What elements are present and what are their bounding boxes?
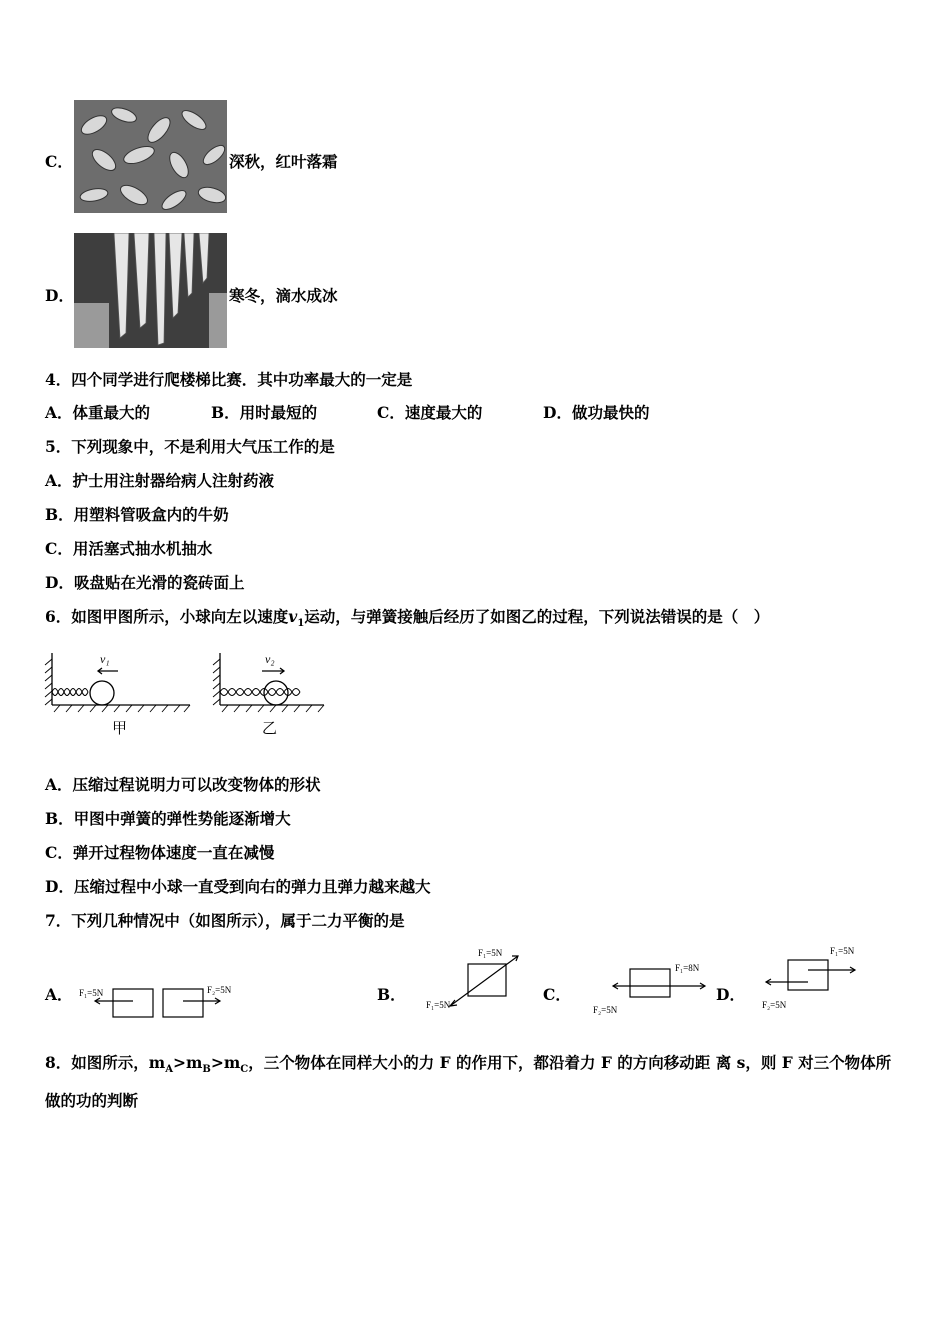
- q5-option-b: B．用塑料管吸盒内的牛奶: [45, 505, 229, 524]
- spring-ball-figure: [40, 645, 330, 740]
- fig-yi-label: 乙: [262, 719, 278, 737]
- q6-option-b: B．甲图中弹簧的弹性势能逐渐增大: [45, 809, 291, 828]
- q5-option-a: A．护士用注射器给病人注射药液: [45, 471, 275, 490]
- svg-text:F₂=5N: F₂=5N: [207, 985, 232, 995]
- q7-figure-b: [420, 940, 530, 1015]
- fig-v1-label: v₁: [100, 652, 110, 666]
- q3-option-d-label: D．: [45, 286, 74, 305]
- q4-option-a: A．体重最大的: [45, 403, 151, 422]
- svg-text:F₂=5N: F₂=5N: [762, 1000, 787, 1010]
- q7-figure-d: [750, 940, 870, 1015]
- q3-option-c-text: 深秋，红叶落霜: [229, 152, 338, 171]
- q4-option-b: B．用时最短的: [211, 403, 318, 422]
- icicles-photo: [74, 233, 227, 348]
- q4-stem: 4．四个同学进行爬楼梯比赛．其中功率最大的一定是: [45, 370, 413, 389]
- q7-figure-a: [75, 975, 250, 1027]
- q4-option-c: C．速度最大的: [377, 403, 483, 422]
- svg-text:F₂=5N: F₂=5N: [593, 1005, 618, 1015]
- q5-option-d: D．吸盘贴在光滑的瓷砖面上: [45, 573, 245, 592]
- q7-option-c-label: C．: [543, 985, 571, 1004]
- q7-stem: 7．下列几种情况中（如图所示），属于二力平衡的是: [45, 911, 405, 930]
- q8-stem-line2: 做的功的判断: [45, 1091, 139, 1110]
- q6-option-d: D．压缩过程中小球一直受到向右的弹力且弹力越来越大: [45, 877, 431, 896]
- q8-stem-line1: 8．如图所示，$m_A>m_B>m_C$，三个物体在同样大小的力 F 的作用下，都沿着力 F 的方向移动距 离 s，则 F 对三个物体所: [45, 1053, 892, 1076]
- q3-option-d-text: 寒冬，滴水成冰: [229, 286, 338, 305]
- svg-text:F₁=5N: F₁=5N: [478, 948, 503, 958]
- q6-option-c: C．弹开过程物体速度一直在减慢: [45, 843, 275, 862]
- q4-option-d: D．做功最快的: [543, 403, 650, 422]
- fig-jia-label: 甲: [112, 719, 128, 737]
- svg-text:F₁=5N: F₁=5N: [830, 946, 855, 956]
- svg-text:F₁=8N: F₁=8N: [675, 963, 700, 973]
- red-leaves-frost-photo: [74, 100, 227, 213]
- q7-option-a-label: A．: [45, 985, 73, 1004]
- q6-option-a: A．压缩过程说明力可以改变物体的形状: [45, 775, 321, 794]
- q6-stem: 6．如图甲图所示，小球向左以速度$v_1$运动，与弹簧接触后经历了如图乙的过程，下列说法错误的是（ ）: [45, 607, 770, 630]
- q7-option-b-label: B．: [377, 985, 406, 1004]
- q7-figure-c: [585, 955, 715, 1020]
- q5-stem: 5．下列现象中，不是利用大气压工作的是: [45, 437, 335, 456]
- svg-text:F₁=5N: F₁=5N: [79, 988, 104, 998]
- fig-v2-label: v₂: [265, 652, 275, 666]
- q3-option-c-label: C．: [45, 152, 73, 171]
- svg-text:F₁=5N: F₁=5N: [426, 1000, 451, 1010]
- q7-option-d-label: D．: [716, 985, 745, 1004]
- q5-option-c: C．用活塞式抽水机抽水: [45, 539, 213, 558]
